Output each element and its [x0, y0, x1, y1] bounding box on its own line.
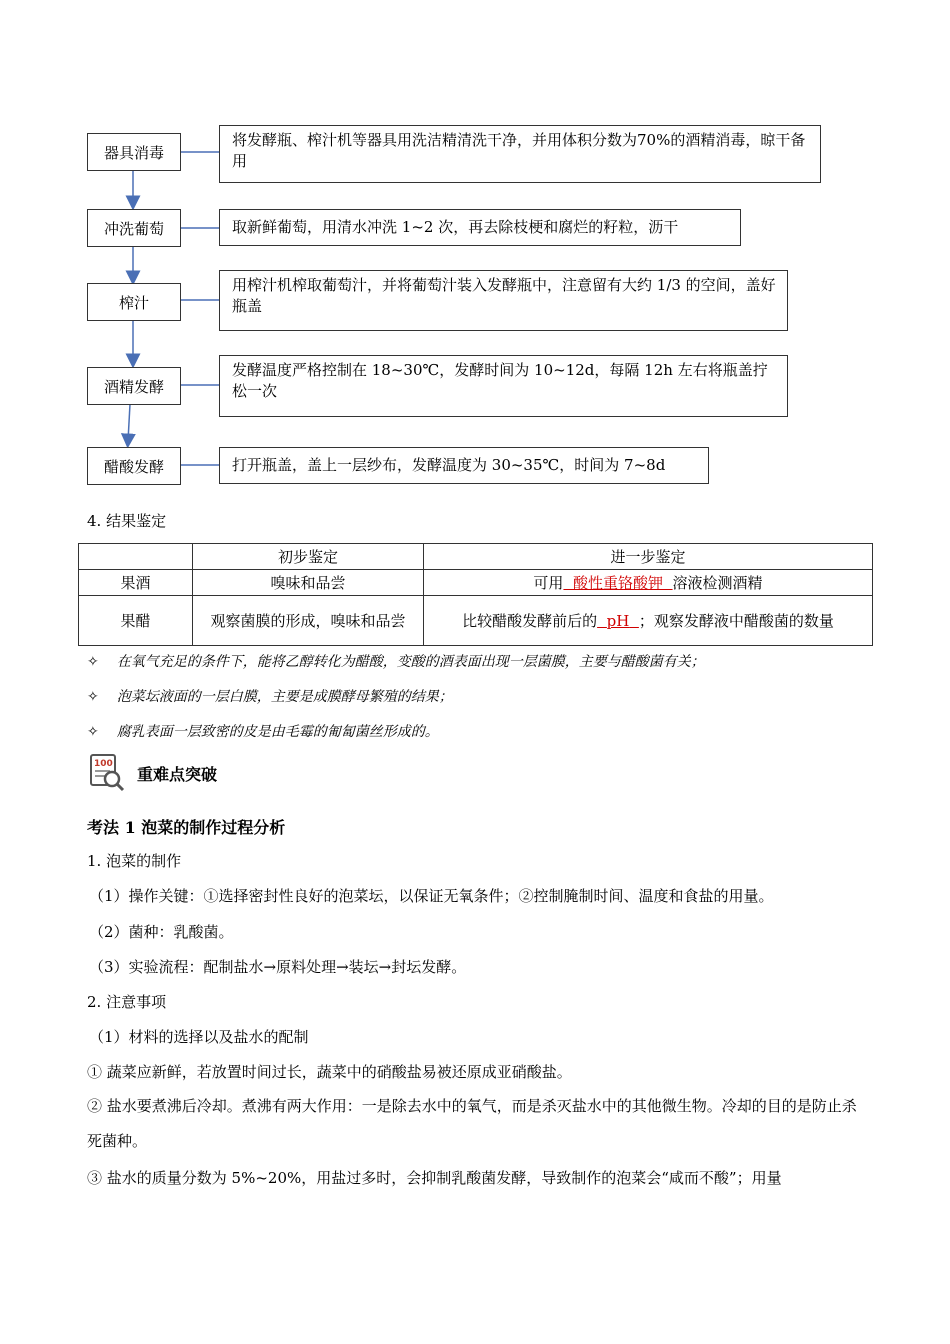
flow-desc-alcohol-ferment: 发酵温度严格控制在 18~30℃，发酵时间为 10~12d，每隔 12h 左右将瓶盖拧松一次 [219, 355, 788, 417]
table-header-cell: 初步鉴定 [193, 544, 424, 570]
table-header-cell [79, 544, 193, 570]
note-item [87, 651, 705, 671]
table-row [79, 596, 873, 646]
note-item [87, 721, 439, 741]
body-paragraph: （3）实验流程：配制盐水→原料处理→装坛→封坛发酵。 [89, 958, 467, 976]
body-paragraph: ① 蔬菜应新鲜，若放置时间过长，蔬菜中的硝酸盐易被还原成亚硝酸盐。 [87, 1063, 572, 1081]
flow-step-alcohol-ferment [87, 367, 181, 405]
cell-text: 溶液检测酒精 [672, 573, 763, 592]
body-heading: 2. 注意事项 [87, 993, 167, 1011]
magnifier-score-icon [88, 752, 126, 792]
answer-text: pH [606, 611, 630, 630]
note-text: 在氧气充足的条件下，能将乙醇转化为醋酸，变酸的酒表面出现一层菌膜，主要与醋酸菌有关； [116, 654, 705, 670]
flow-desc-disinfect: 将发酵瓶、榨汁机等器具用洗洁精清洗干净，并用体积分数为70%的酒精消毒，晾干备用 [219, 125, 821, 183]
diamond-bullet-icon: ✧ [87, 724, 99, 740]
flow-desc-acetic-ferment: 打开瓶盖，盖上一层纱布，发酵温度为 30~35℃，时间为 7~8d [219, 447, 709, 484]
result-table [78, 543, 873, 646]
flow-step-label: 榨汁 [118, 293, 149, 312]
section-heading: 重难点突破 [137, 765, 218, 784]
flow-connectors [0, 0, 950, 500]
flow-step-label: 酒精发酵 [103, 377, 164, 396]
flow-step-wash [87, 209, 181, 247]
flow-step-juice [87, 283, 181, 321]
diamond-bullet-icon: ✧ [87, 654, 99, 670]
flow-step-disinfect [87, 133, 181, 171]
flow-step-label: 器具消毒 [103, 143, 164, 162]
result-section-title: 4. 结果鉴定 [87, 512, 167, 530]
table-cell: 观察菌膜的形成，嗅味和品尝 [193, 596, 424, 646]
note-text: 腐乳表面一层致密的皮是由毛霉的匍匐菌丝形成的。 [116, 724, 439, 740]
answer-blank [597, 612, 639, 630]
table-cell [424, 570, 873, 596]
table-header-row [79, 544, 873, 570]
diamond-bullet-icon: ✧ [87, 689, 99, 705]
body-paragraph: （1）材料的选择以及盐水的配制 [89, 1028, 309, 1046]
flow-arrow [128, 404, 130, 441]
table-cell: 果酒 [79, 570, 193, 596]
answer-text: 酸性重铬酸钾 [572, 573, 663, 592]
flow-step-label: 醋酸发酵 [103, 457, 164, 476]
body-paragraph: （2）菌种：乳酸菌。 [89, 923, 234, 941]
table-header-cell: 进一步鉴定 [424, 544, 873, 570]
answer-blank [563, 574, 672, 592]
icon-score-text: 100 [94, 759, 113, 769]
note-text: 泡菜坛液面的一层白膜，主要是成膜酵母繁殖的结果； [116, 689, 453, 705]
table-cell: 嗅味和品尝 [193, 570, 424, 596]
flow-step-label: 冲洗葡萄 [103, 219, 164, 238]
cell-text: ；观察发酵液中醋酸菌的数量 [638, 611, 834, 630]
flow-desc-juice: 用榨汁机榨取葡萄汁，并将葡萄汁装入发酵瓶中，注意留有大约 1/3 的空间，盖好瓶盖 [219, 270, 788, 331]
table-cell: 果醋 [79, 596, 193, 646]
body-heading: 1. 泡菜的制作 [87, 852, 182, 870]
flow-step-acetic-ferment [87, 447, 181, 485]
flow-desc-wash: 取新鲜葡萄，用清水冲洗 1~2 次，再去除枝梗和腐烂的籽粒，沥干 [219, 209, 741, 246]
note-item [87, 686, 453, 706]
body-paragraph: （1）操作关键：①选择密封性良好的泡菜坛，以保证无氧条件；②控制腌制时间、温度和食盐的用量。 [89, 887, 774, 905]
table-row [79, 570, 873, 596]
body-paragraph: ③ 盐水的质量分数为 5%~20%，用盐过多时，会抑制乳酸菌发酵，导致制作的泡菜会“咸而不酸”；用量 [87, 1169, 782, 1187]
body-paragraph: ② 盐水要煮沸后冷却。煮沸有两大作用：一是除去水中的氧气，而是杀灭盐水中的其他微生物。冷却的目的是防止杀死菌种。 [87, 1097, 857, 1150]
cell-text: 可用 [533, 573, 564, 592]
method-title: 考法 1 泡菜的制作过程分析 [87, 818, 286, 837]
table-cell [424, 596, 873, 646]
cell-text: 比较醋酸发酵前后的 [462, 611, 598, 630]
